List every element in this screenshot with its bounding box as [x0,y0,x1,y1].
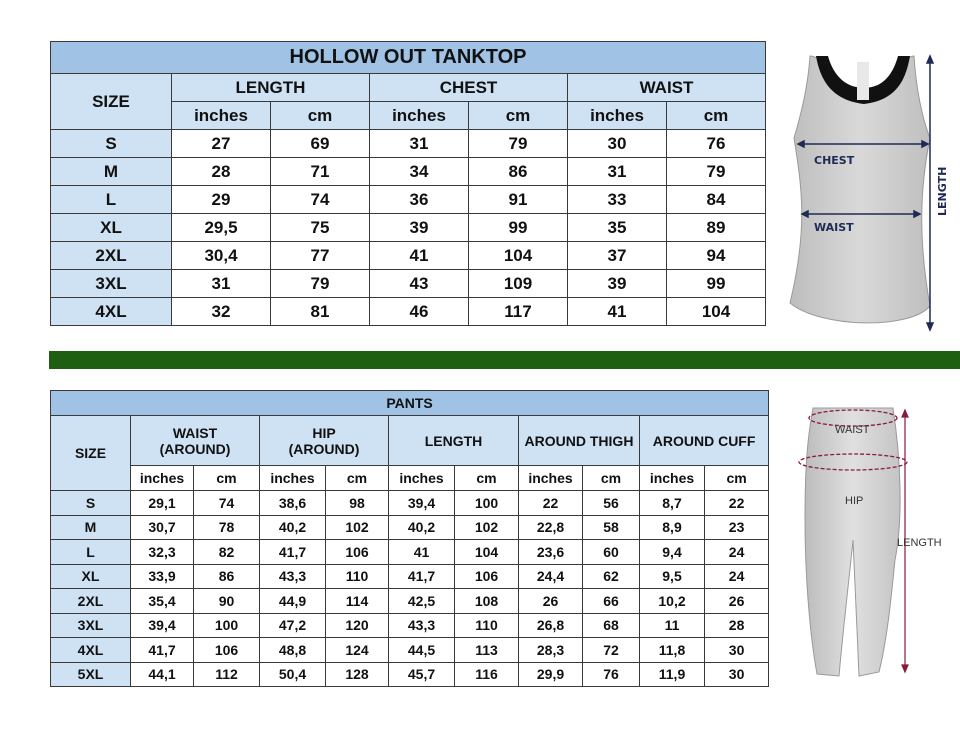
measurement-cell: 39,4 [389,491,455,516]
measurement-cell: 44,9 [260,589,326,614]
measurement-cell: 24 [705,540,769,565]
tanktop-size-table [50,41,766,326]
measurement-cell: 69 [271,130,370,158]
measurement-cell: 41 [370,242,469,270]
measurement-cell: 32 [172,298,271,326]
pants-size-table [50,390,769,687]
pants-size-header: SIZE [51,416,131,491]
pants-length-header: LENGTH [389,416,519,466]
measurement-cell: 11,8 [640,638,705,663]
unit-header: cm [194,466,260,491]
table-row [51,298,766,326]
table-row [51,130,766,158]
unit-header: inches [172,102,271,130]
measurement-cell: 27 [172,130,271,158]
measurement-cell: 29,9 [519,662,583,687]
measurement-cell: 112 [194,662,260,687]
unit-header: cm [469,102,568,130]
measurement-cell: 23,6 [519,540,583,565]
measurement-cell: 104 [455,540,519,565]
pants-illustration [795,400,960,700]
measurement-cell: 22 [519,491,583,516]
measurement-cell: 33,9 [131,564,194,589]
measurement-cell: 35,4 [131,589,194,614]
measurement-cell: 30,4 [172,242,271,270]
table-row [51,613,769,638]
measurement-cell: 102 [455,515,519,540]
measurement-cell: 40,2 [389,515,455,540]
table-row [51,540,769,565]
measurement-cell: 109 [469,270,568,298]
measurement-cell: 45,7 [389,662,455,687]
tanktop-chest-header: CHEST [370,74,568,102]
table-row [51,242,766,270]
spine-pattern-icon [857,62,869,100]
measurement-cell: 79 [667,158,766,186]
measurement-cell: 50,4 [260,662,326,687]
unit-header: cm [326,466,389,491]
pants-hip-header-line1: HIP [312,424,336,441]
measurement-cell: 38,6 [260,491,326,516]
size-cell: 2XL [51,242,172,270]
pants-waist-header [131,416,260,466]
measurement-cell: 28 [705,613,769,638]
pants-hip-label: HIP [845,495,864,507]
pants-length-label: LENGTH [897,537,942,549]
pants-hip-header [260,416,389,466]
measurement-cell: 124 [326,638,389,663]
measurement-cell: 68 [583,613,640,638]
size-cell: XL [51,214,172,242]
measurement-cell: 104 [469,242,568,270]
pants-cuff-header: AROUND CUFF [640,416,769,466]
pants-hip-header-line2: (AROUND) [288,440,360,457]
measurement-cell: 99 [667,270,766,298]
measurement-cell: 39,4 [131,613,194,638]
measurement-cell: 74 [194,491,260,516]
measurement-cell: 9,4 [640,540,705,565]
measurement-cell: 31 [172,270,271,298]
measurement-cell: 94 [667,242,766,270]
unit-header: cm [271,102,370,130]
pants-table-title: PANTS [51,391,769,416]
measurement-cell: 60 [583,540,640,565]
measurement-cell: 98 [326,491,389,516]
measurement-cell: 22,8 [519,515,583,540]
tanktop-table-body [51,130,766,326]
measurement-cell: 29,1 [131,491,194,516]
measurement-cell: 35 [568,214,667,242]
measurement-cell: 31 [370,130,469,158]
measurement-cell: 47,2 [260,613,326,638]
measurement-cell: 82 [194,540,260,565]
size-cell: L [51,540,131,565]
measurement-cell: 24 [705,564,769,589]
length-label: LENGTH [936,166,949,216]
measurement-cell: 43 [370,270,469,298]
measurement-cell: 110 [326,564,389,589]
measurement-cell: 114 [326,589,389,614]
measurement-cell: 28,3 [519,638,583,663]
unit-header: inches [370,102,469,130]
pants-body-shape [805,408,900,676]
measurement-cell: 66 [583,589,640,614]
measurement-cell: 106 [455,564,519,589]
measurement-cell: 113 [455,638,519,663]
measurement-cell: 100 [455,491,519,516]
measurement-cell: 26 [519,589,583,614]
measurement-cell: 116 [455,662,519,687]
waist-label: WAIST [814,221,854,234]
measurement-cell: 39 [370,214,469,242]
measurement-cell: 8,7 [640,491,705,516]
measurement-cell: 120 [326,613,389,638]
table-row [51,589,769,614]
size-cell: M [51,515,131,540]
measurement-cell: 22 [705,491,769,516]
measurement-cell: 108 [455,589,519,614]
unit-header: cm [455,466,519,491]
table-row [51,186,766,214]
measurement-cell: 76 [583,662,640,687]
measurement-cell: 89 [667,214,766,242]
measurement-cell: 11,9 [640,662,705,687]
measurement-cell: 30 [705,638,769,663]
tanktop-table-title: HOLLOW OUT TANKTOP [51,42,766,74]
pants-thigh-header: AROUND THIGH [519,416,640,466]
size-cell: M [51,158,172,186]
size-cell: XL [51,564,131,589]
unit-header: inches [640,466,705,491]
measurement-cell: 84 [667,186,766,214]
measurement-cell: 81 [271,298,370,326]
measurement-cell: 41,7 [389,564,455,589]
measurement-cell: 79 [469,130,568,158]
measurement-cell: 90 [194,589,260,614]
measurement-cell: 29,5 [172,214,271,242]
measurement-cell: 42,5 [389,589,455,614]
pants-waist-header-line2: (AROUND) [159,440,231,457]
measurement-cell: 32,3 [131,540,194,565]
measurement-cell: 40,2 [260,515,326,540]
size-cell: 4XL [51,638,131,663]
measurement-cell: 76 [667,130,766,158]
measurement-cell: 78 [194,515,260,540]
table-row [51,564,769,589]
measurement-cell: 48,8 [260,638,326,663]
size-cell: 5XL [51,662,131,687]
measurement-cell: 102 [326,515,389,540]
pants-table-body [51,491,769,687]
tanktop-waist-header: WAIST [568,74,766,102]
measurement-cell: 74 [271,186,370,214]
pants-waist-header-line1: WAIST [172,424,218,441]
measurement-cell: 75 [271,214,370,242]
measurement-cell: 46 [370,298,469,326]
measurement-cell: 41,7 [260,540,326,565]
size-cell: 2XL [51,589,131,614]
measurement-cell: 110 [455,613,519,638]
measurement-cell: 28 [172,158,271,186]
measurement-cell: 117 [469,298,568,326]
table-row [51,214,766,242]
measurement-cell: 23 [705,515,769,540]
measurement-cell: 99 [469,214,568,242]
size-cell: 4XL [51,298,172,326]
measurement-cell: 56 [583,491,640,516]
pants-unit-row [51,466,769,491]
measurement-cell: 37 [568,242,667,270]
tanktop-length-arrow [927,56,933,330]
pants-waist-label: WAIST [835,424,870,436]
measurement-cell: 9,5 [640,564,705,589]
measurement-cell: 11 [640,613,705,638]
measurement-cell: 43,3 [389,613,455,638]
measurement-cell: 58 [583,515,640,540]
measurement-cell: 44,1 [131,662,194,687]
measurement-cell: 36 [370,186,469,214]
unit-header: inches [131,466,194,491]
measurement-cell: 26 [705,589,769,614]
table-row [51,515,769,540]
measurement-cell: 26,8 [519,613,583,638]
size-cell: 3XL [51,270,172,298]
table-row [51,491,769,516]
measurement-cell: 30,7 [131,515,194,540]
measurement-cell: 39 [568,270,667,298]
section-divider [49,351,960,369]
measurement-cell: 71 [271,158,370,186]
measurement-cell: 24,4 [519,564,583,589]
measurement-cell: 41,7 [131,638,194,663]
measurement-cell: 62 [583,564,640,589]
unit-header: cm [705,466,769,491]
size-cell: S [51,491,131,516]
measurement-cell: 128 [326,662,389,687]
unit-header: inches [568,102,667,130]
tanktop-illustration [780,48,958,338]
measurement-cell: 91 [469,186,568,214]
size-cell: 3XL [51,613,131,638]
measurement-cell: 86 [469,158,568,186]
measurement-cell: 77 [271,242,370,270]
size-cell: S [51,130,172,158]
tanktop-length-header: LENGTH [172,74,370,102]
measurement-cell: 86 [194,564,260,589]
table-row [51,638,769,663]
measurement-cell: 29 [172,186,271,214]
size-cell: L [51,186,172,214]
measurement-cell: 79 [271,270,370,298]
measurement-cell: 41 [389,540,455,565]
table-row [51,662,769,687]
measurement-cell: 41 [568,298,667,326]
measurement-cell: 8,9 [640,515,705,540]
chest-label: CHEST [814,154,855,167]
unit-header: cm [667,102,766,130]
measurement-cell: 30 [705,662,769,687]
measurement-cell: 106 [326,540,389,565]
unit-header: cm [583,466,640,491]
measurement-cell: 104 [667,298,766,326]
measurement-cell: 34 [370,158,469,186]
measurement-cell: 33 [568,186,667,214]
unit-header: inches [519,466,583,491]
measurement-cell: 44,5 [389,638,455,663]
measurement-cell: 106 [194,638,260,663]
table-row [51,270,766,298]
tanktop-size-header: SIZE [51,74,172,130]
measurement-cell: 43,3 [260,564,326,589]
unit-header: inches [389,466,455,491]
measurement-cell: 10,2 [640,589,705,614]
unit-header: inches [260,466,326,491]
table-row [51,158,766,186]
measurement-cell: 100 [194,613,260,638]
measurement-cell: 72 [583,638,640,663]
measurement-cell: 31 [568,158,667,186]
measurement-cell: 30 [568,130,667,158]
